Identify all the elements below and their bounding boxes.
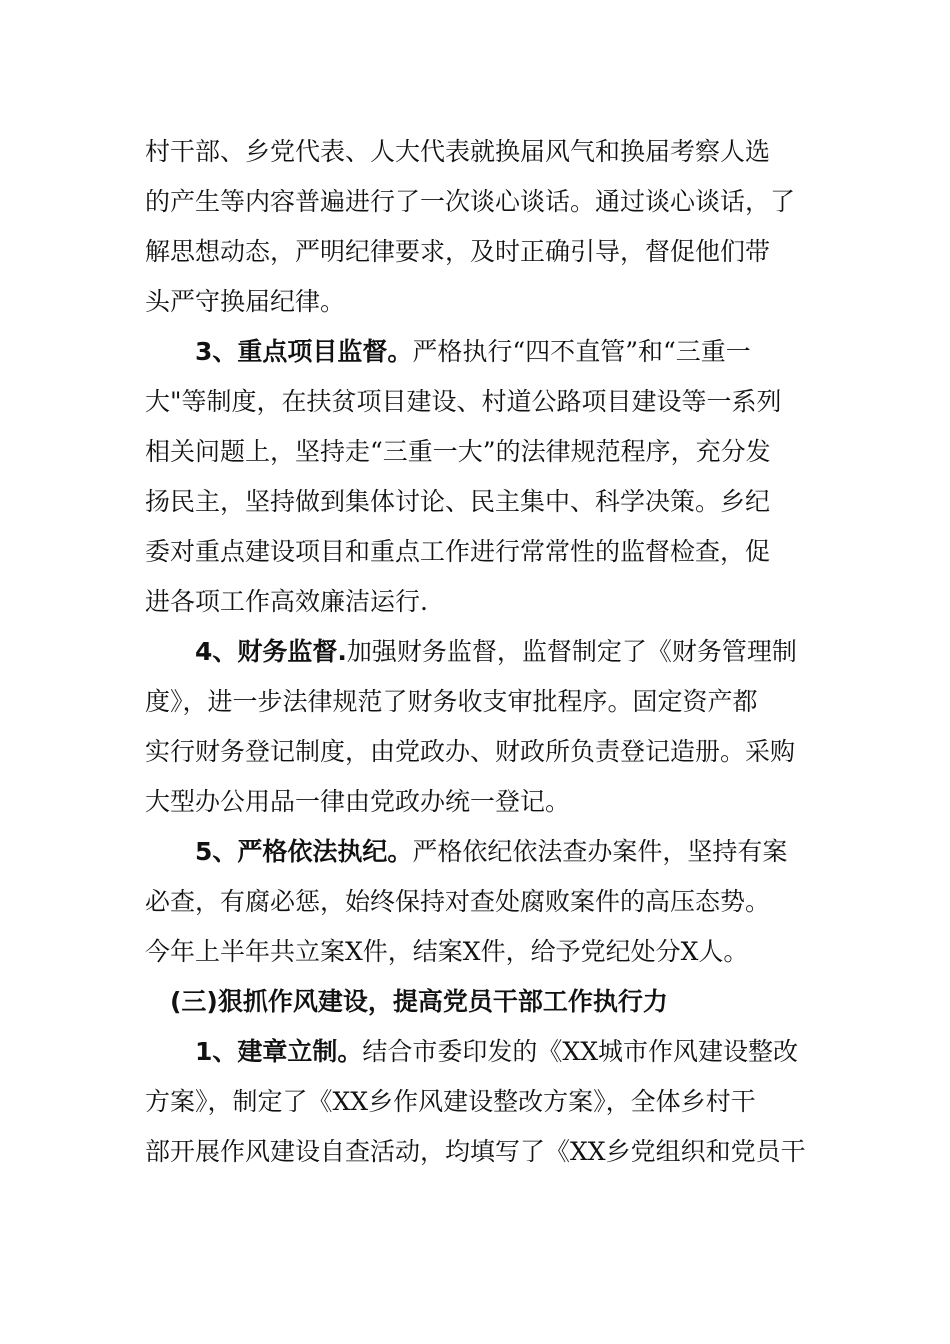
body-line: 大型办公用品一律由党政办统一登记。: [145, 787, 571, 816]
body-line: 大"等制度，在扶贫项目建设、村道公路项目建设等一系列: [145, 387, 782, 416]
paragraph-first-line: [195, 834, 825, 870]
paragraph-first-line: [195, 334, 825, 370]
paragraph-title: 1、建章立制。: [195, 1037, 363, 1066]
paragraph-title: 5、严格依法执纪。: [195, 837, 413, 866]
paragraph-title: 3、重点项目监督。: [195, 337, 413, 366]
body-line: 相关问题上，坚持走“三重一大”的法律规范程序，充分发: [145, 437, 771, 466]
paragraph-text: 结合市委印发的《XX城市作风建设整改: [362, 1037, 799, 1066]
paragraph-text: 严格执行“四不直管”和“三重一: [412, 337, 751, 366]
body-line: 度》，进一步法律规范了财务收支审批程序。固定资产都: [145, 687, 758, 716]
body-line: 实行财务登记制度，由党政办、财政所负责登记造册。采购: [145, 737, 796, 766]
body-line: 进各项工作高效廉洁运行.: [145, 587, 428, 616]
body-line: 今年上半年共立案Ⅹ件，结案Ⅹ件，给予党纪处分Ⅹ人。: [145, 937, 749, 966]
paragraph-text: 严格依纪依法查办案件，坚持有案: [412, 837, 788, 866]
body-line: 必查，有腐必惩，始终保持对查处腐败案件的高压态势。: [145, 887, 771, 916]
body-line: 扬民主，坚持做到集体讨论、民主集中、科学决策。乡纪: [145, 487, 771, 516]
body-line: 解思想动态，严明纪律要求，及时正确引导，督促他们带: [145, 237, 771, 266]
body-line: 委对重点建设项目和重点工作进行常常性的监督检查，促: [145, 537, 771, 566]
body-line: 的产生等内容普遍进行了一次谈心谈话。通过谈心谈话，了: [145, 187, 796, 216]
paragraph-first-line: [195, 634, 825, 670]
body-line: 方案》，制定了《XX乡作风建设整改方案》，全体乡村干: [145, 1087, 756, 1116]
body-line: 村干部、乡党代表、人大代表就换届风气和换届考察人选: [145, 137, 771, 166]
body-line: 部开展作风建设自查活动，均填写了《XX乡党组织和党员干: [145, 1137, 806, 1166]
paragraph-text: 加强财务监督，监督制定了《财务管理制: [346, 637, 797, 666]
paragraph-title: 4、财务监督.: [195, 637, 347, 666]
paragraph-first-line: [195, 1034, 825, 1070]
section-heading: (三)狠抓作风建设，提高党员干部工作执行力: [170, 987, 668, 1016]
body-line: 头严守换届纪律。: [145, 287, 346, 316]
